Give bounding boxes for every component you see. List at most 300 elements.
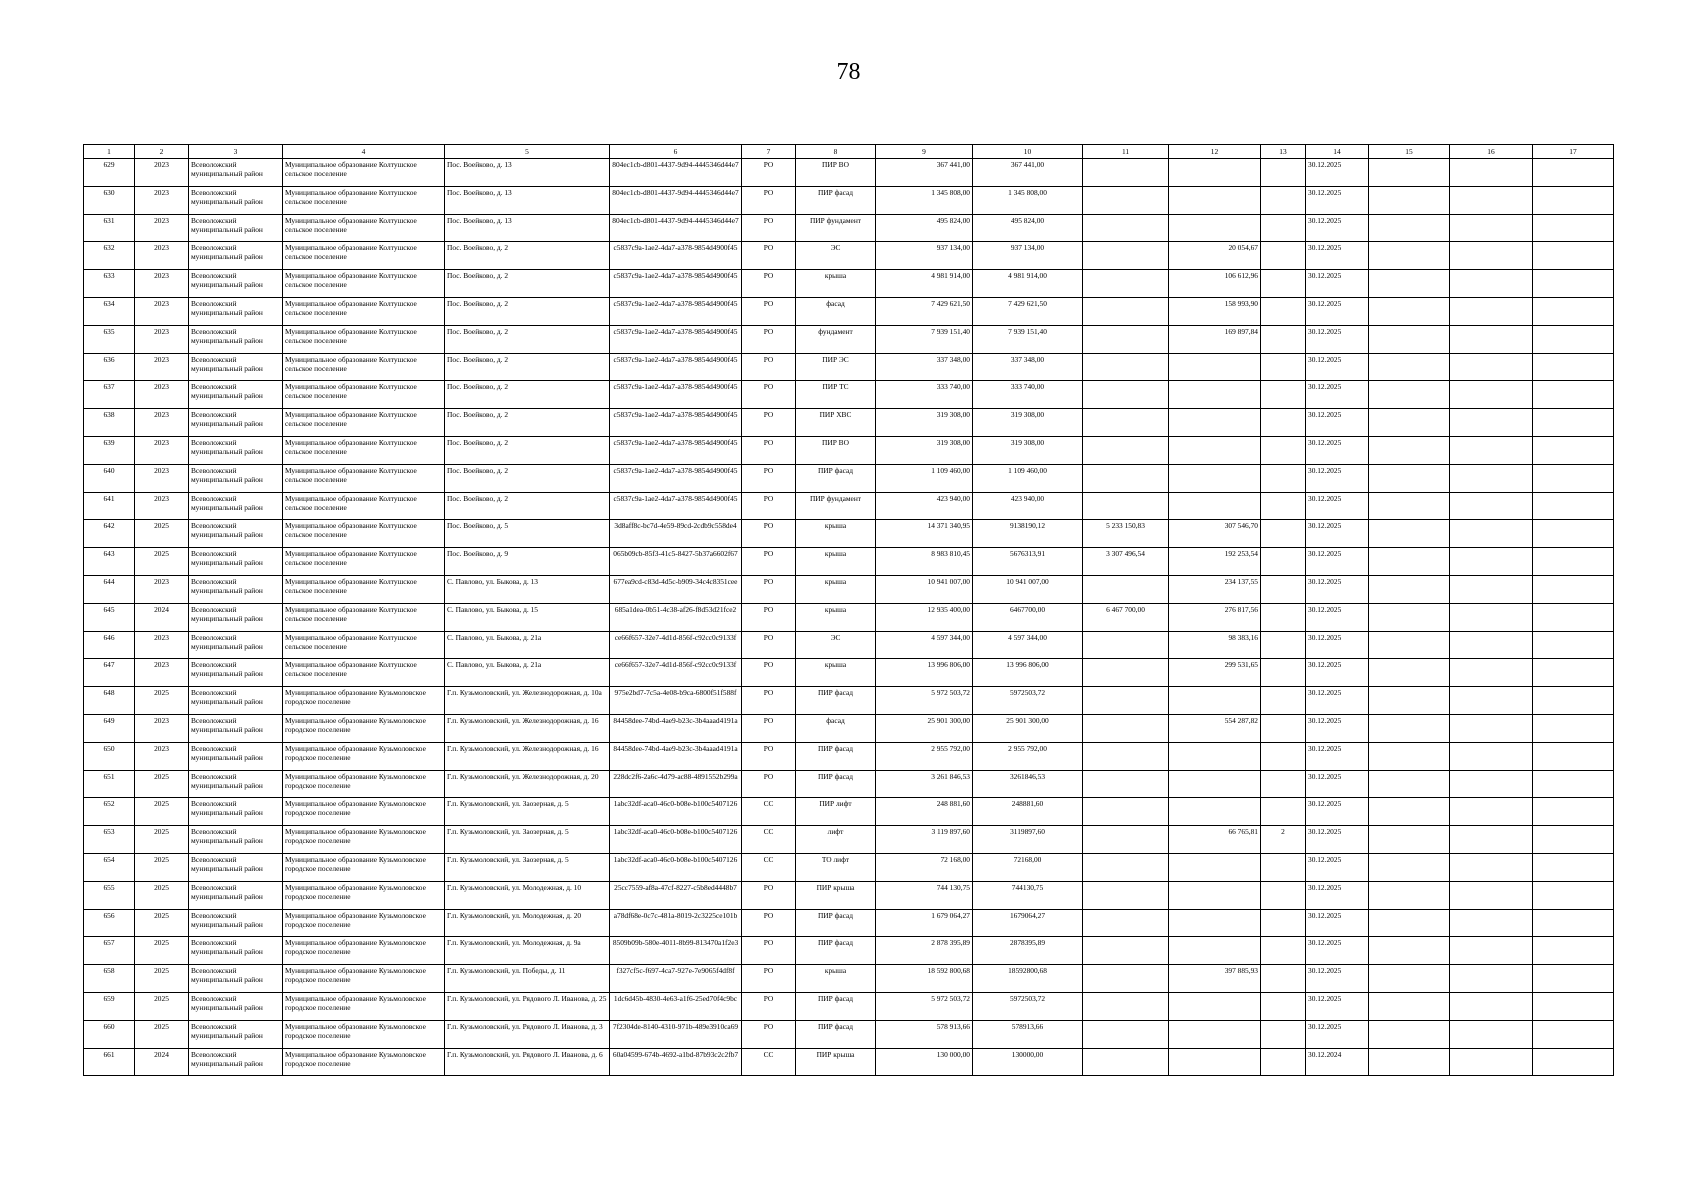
table-cell-col-12: 106 612,96	[1169, 270, 1261, 298]
table-cell-col-7: РО	[742, 659, 796, 687]
table-cell-col-11	[1083, 186, 1169, 214]
column-number-13: 13	[1261, 145, 1306, 159]
table-cell-col-10: 25 901 300,00	[973, 714, 1083, 742]
table-cell-col-1: 643	[84, 548, 135, 576]
table-cell-col-2: 2023	[135, 270, 189, 298]
table-cell-col-15	[1369, 381, 1450, 409]
table-cell-col-3: Всеволожский муниципальный район	[189, 520, 283, 548]
table-cell-col-12	[1169, 881, 1261, 909]
table-cell-col-14: 30.12.2024	[1306, 1048, 1369, 1076]
table-cell-col-15	[1369, 659, 1450, 687]
table-cell-col-10: 423 940,00	[973, 492, 1083, 520]
table-cell-col-14: 30.12.2025	[1306, 937, 1369, 965]
table-cell-col-12	[1169, 186, 1261, 214]
table-cell-col-6: c5837c9a-1ae2-4da7-a378-9854d4900f45	[610, 297, 742, 325]
table-cell-col-3: Всеволожский муниципальный район	[189, 826, 283, 854]
table-cell-col-14: 30.12.2025	[1306, 159, 1369, 187]
table-cell-col-9: 10 941 007,00	[876, 575, 973, 603]
table-cell-col-17	[1533, 631, 1614, 659]
table-cell-col-4: Муниципальное образование Колтушское сельское поселение	[283, 297, 445, 325]
table-cell-col-12: 299 531,65	[1169, 659, 1261, 687]
table-row	[84, 937, 1614, 965]
table-cell-col-8: ПИР крыша	[796, 1048, 876, 1076]
table-cell-col-5: Пос. Воейково, д. 2	[445, 464, 610, 492]
table-cell-col-11	[1083, 714, 1169, 742]
table-cell-col-4: Муниципальное образование Кузьмоловское городское поселение	[283, 742, 445, 770]
table-cell-col-12: 20 054,67	[1169, 242, 1261, 270]
table-cell-col-17	[1533, 214, 1614, 242]
table-cell-col-14: 30.12.2025	[1306, 548, 1369, 576]
table-cell-col-7: РО	[742, 492, 796, 520]
table-cell-col-3: Всеволожский муниципальный район	[189, 464, 283, 492]
table-cell-col-6: 7f2304de-8140-4310-971b-489e3910ca69	[610, 1020, 742, 1048]
table-cell-col-16	[1450, 353, 1533, 381]
table-cell-col-13	[1261, 881, 1306, 909]
table-cell-col-7: РО	[742, 214, 796, 242]
table-cell-col-12: 66 765,81	[1169, 826, 1261, 854]
table-cell-col-9: 4 981 914,00	[876, 270, 973, 298]
table-cell-col-5: Пос. Воейково, д. 2	[445, 492, 610, 520]
table-cell-col-4: Муниципальное образование Кузьмоловское городское поселение	[283, 881, 445, 909]
table-cell-col-11	[1083, 937, 1169, 965]
table-cell-col-10: 4 597 344,00	[973, 631, 1083, 659]
table-cell-col-8: ЭС	[796, 242, 876, 270]
table-cell-col-9: 248 881,60	[876, 798, 973, 826]
table-cell-col-2: 2023	[135, 436, 189, 464]
table-cell-col-8: фасад	[796, 297, 876, 325]
table-cell-col-12	[1169, 992, 1261, 1020]
table-cell-col-17	[1533, 687, 1614, 715]
table-cell-col-12	[1169, 492, 1261, 520]
table-cell-col-4: Муниципальное образование Кузьмоловское городское поселение	[283, 853, 445, 881]
table-row	[84, 464, 1614, 492]
table-cell-col-3: Всеволожский муниципальный район	[189, 492, 283, 520]
table-cell-col-3: Всеволожский муниципальный район	[189, 881, 283, 909]
table-cell-col-11: 3 307 496,54	[1083, 548, 1169, 576]
column-number-15: 15	[1369, 145, 1450, 159]
table-cell-col-14: 30.12.2025	[1306, 603, 1369, 631]
table-cell-col-16	[1450, 436, 1533, 464]
table-cell-col-6: c5837c9a-1ae2-4da7-a378-9854d4900f45	[610, 436, 742, 464]
table-cell-col-13	[1261, 353, 1306, 381]
table-cell-col-5: Г.п. Кузьмоловский, ул. Заозерная, д. 5	[445, 826, 610, 854]
table-cell-col-1: 639	[84, 436, 135, 464]
table-cell-col-8: крыша	[796, 603, 876, 631]
table-cell-col-1: 645	[84, 603, 135, 631]
table-cell-col-15	[1369, 770, 1450, 798]
table-cell-col-15	[1369, 687, 1450, 715]
table-cell-col-16	[1450, 325, 1533, 353]
table-cell-col-8: ЭС	[796, 631, 876, 659]
table-cell-col-16	[1450, 464, 1533, 492]
table-cell-col-11: 5 233 150,83	[1083, 520, 1169, 548]
table-cell-col-14: 30.12.2025	[1306, 853, 1369, 881]
table-row	[84, 1020, 1614, 1048]
table-cell-col-6: 677ea9cd-c83d-4d5c-b909-34c4c8351cee	[610, 575, 742, 603]
column-number-4: 4	[283, 145, 445, 159]
table-cell-col-9: 2 878 395,89	[876, 937, 973, 965]
table-cell-col-5: Пос. Воейково, д. 2	[445, 436, 610, 464]
table-cell-col-2: 2023	[135, 714, 189, 742]
table-cell-col-15	[1369, 853, 1450, 881]
table-cell-col-6: c5837c9a-1ae2-4da7-a378-9854d4900f45	[610, 242, 742, 270]
table-cell-col-6: c5837c9a-1ae2-4da7-a378-9854d4900f45	[610, 381, 742, 409]
table-cell-col-17	[1533, 242, 1614, 270]
table-cell-col-11	[1083, 353, 1169, 381]
table-cell-col-1: 651	[84, 770, 135, 798]
table-cell-col-15	[1369, 409, 1450, 437]
table-cell-col-2: 2025	[135, 826, 189, 854]
table-cell-col-8: ПИР ЭС	[796, 353, 876, 381]
table-cell-col-17	[1533, 270, 1614, 298]
table-cell-col-12	[1169, 214, 1261, 242]
table-cell-col-12: 234 137,55	[1169, 575, 1261, 603]
table-cell-col-7: РО	[742, 881, 796, 909]
table-cell-col-14: 30.12.2025	[1306, 186, 1369, 214]
table-cell-col-16	[1450, 881, 1533, 909]
table-cell-col-6: 60a04599-674b-4692-a1bd-87b93c2c2fb7	[610, 1048, 742, 1076]
table-cell-col-15	[1369, 881, 1450, 909]
table-cell-col-17	[1533, 297, 1614, 325]
table-cell-col-2: 2023	[135, 575, 189, 603]
table-cell-col-12	[1169, 1048, 1261, 1076]
table-cell-col-1: 636	[84, 353, 135, 381]
table-cell-col-6: 804ec1cb-d801-4437-9d94-4445346d44e7	[610, 159, 742, 187]
table-cell-col-10: 2878395,89	[973, 937, 1083, 965]
table-cell-col-17	[1533, 436, 1614, 464]
table-cell-col-1: 657	[84, 937, 135, 965]
table-cell-col-5: Пос. Воейково, д. 2	[445, 270, 610, 298]
table-cell-col-12	[1169, 798, 1261, 826]
table-cell-col-16	[1450, 297, 1533, 325]
table-row	[84, 881, 1614, 909]
table-cell-col-15	[1369, 1048, 1450, 1076]
table-cell-col-6: c5837c9a-1ae2-4da7-a378-9854d4900f45	[610, 464, 742, 492]
table-cell-col-11	[1083, 1020, 1169, 1048]
table-cell-col-10: 495 824,00	[973, 214, 1083, 242]
table-cell-col-16	[1450, 937, 1533, 965]
table-cell-col-14: 30.12.2025	[1306, 575, 1369, 603]
table-cell-col-9: 13 996 806,00	[876, 659, 973, 687]
table-cell-col-3: Всеволожский муниципальный район	[189, 1048, 283, 1076]
table-cell-col-16	[1450, 242, 1533, 270]
table-body	[84, 159, 1614, 1076]
table-cell-col-6: c5837c9a-1ae2-4da7-a378-9854d4900f45	[610, 409, 742, 437]
table-cell-col-12	[1169, 464, 1261, 492]
table-cell-col-5: Г.п. Кузьмоловский, ул. Молодежная, д. 9а	[445, 937, 610, 965]
table-cell-col-16	[1450, 520, 1533, 548]
table-cell-col-2: 2023	[135, 659, 189, 687]
table-cell-col-11	[1083, 270, 1169, 298]
table-cell-col-13	[1261, 909, 1306, 937]
table-cell-col-16	[1450, 853, 1533, 881]
table-cell-col-16	[1450, 798, 1533, 826]
table-cell-col-9: 7 939 151,40	[876, 325, 973, 353]
table-cell-col-9: 367 441,00	[876, 159, 973, 187]
table-cell-col-11	[1083, 297, 1169, 325]
table-cell-col-4: Муниципальное образование Колтушское сельское поселение	[283, 659, 445, 687]
table-cell-col-3: Всеволожский муниципальный район	[189, 937, 283, 965]
table-row	[84, 353, 1614, 381]
table-cell-col-9: 495 824,00	[876, 214, 973, 242]
table-cell-col-13	[1261, 297, 1306, 325]
table-cell-col-10: 3261846,53	[973, 770, 1083, 798]
table-cell-col-13	[1261, 186, 1306, 214]
table-row	[84, 297, 1614, 325]
table-cell-col-10: 130000,00	[973, 1048, 1083, 1076]
table-cell-col-2: 2024	[135, 1048, 189, 1076]
table-cell-col-12: 98 383,16	[1169, 631, 1261, 659]
table-cell-col-17	[1533, 603, 1614, 631]
table-cell-col-3: Всеволожский муниципальный район	[189, 853, 283, 881]
table-cell-col-6: c5837c9a-1ae2-4da7-a378-9854d4900f45	[610, 270, 742, 298]
table-cell-col-10: 7 939 151,40	[973, 325, 1083, 353]
table-cell-col-7: РО	[742, 186, 796, 214]
table-cell-col-8: ПИР лифт	[796, 798, 876, 826]
table-cell-col-11	[1083, 992, 1169, 1020]
table-cell-col-6: 1abc32df-aca0-46c0-b08e-b100c5407126	[610, 798, 742, 826]
table-cell-col-8: ПИР ТС	[796, 381, 876, 409]
table-cell-col-3: Всеволожский муниципальный район	[189, 742, 283, 770]
table-cell-col-3: Всеволожский муниципальный район	[189, 687, 283, 715]
table-cell-col-10: 1679064,27	[973, 909, 1083, 937]
table-cell-col-17	[1533, 798, 1614, 826]
table-cell-col-2: 2023	[135, 159, 189, 187]
column-number-12: 12	[1169, 145, 1261, 159]
table-cell-col-16	[1450, 381, 1533, 409]
table-cell-col-14: 30.12.2025	[1306, 464, 1369, 492]
table-cell-col-9: 333 740,00	[876, 381, 973, 409]
table-cell-col-8: фасад	[796, 714, 876, 742]
table-cell-col-8: ПИР ВО	[796, 436, 876, 464]
table-cell-col-3: Всеволожский муниципальный район	[189, 270, 283, 298]
table-cell-col-4: Муниципальное образование Кузьмоловское городское поселение	[283, 992, 445, 1020]
table-cell-col-7: РО	[742, 464, 796, 492]
table-cell-col-7: СС	[742, 798, 796, 826]
table-cell-col-16	[1450, 714, 1533, 742]
table-cell-col-9: 1 109 460,00	[876, 464, 973, 492]
table-cell-col-15	[1369, 159, 1450, 187]
column-number-10: 10	[973, 145, 1083, 159]
table-cell-col-13	[1261, 492, 1306, 520]
table-cell-col-13	[1261, 992, 1306, 1020]
table-cell-col-4: Муниципальное образование Кузьмоловское городское поселение	[283, 1020, 445, 1048]
table-cell-col-1: 630	[84, 186, 135, 214]
table-cell-col-16	[1450, 770, 1533, 798]
table-cell-col-7: СС	[742, 826, 796, 854]
table-cell-col-14: 30.12.2025	[1306, 826, 1369, 854]
table-cell-col-4: Муниципальное образование Колтушское сельское поселение	[283, 603, 445, 631]
table-cell-col-11	[1083, 742, 1169, 770]
table-cell-col-13	[1261, 409, 1306, 437]
table-cell-col-14: 30.12.2025	[1306, 409, 1369, 437]
table-cell-col-15	[1369, 575, 1450, 603]
column-number-7: 7	[742, 145, 796, 159]
table-cell-col-5: Пос. Воейково, д. 13	[445, 214, 610, 242]
table-cell-col-12: 397 885,93	[1169, 965, 1261, 993]
table-cell-col-16	[1450, 159, 1533, 187]
table-cell-col-1: 631	[84, 214, 135, 242]
table-cell-col-2: 2025	[135, 909, 189, 937]
table-cell-col-6: c5837c9a-1ae2-4da7-a378-9854d4900f45	[610, 325, 742, 353]
table-cell-col-10: 248881,60	[973, 798, 1083, 826]
table-cell-col-15	[1369, 270, 1450, 298]
table-cell-col-10: 333 740,00	[973, 381, 1083, 409]
table-cell-col-1: 641	[84, 492, 135, 520]
table-cell-col-5: Пос. Воейково, д. 2	[445, 242, 610, 270]
table-cell-col-7: РО	[742, 520, 796, 548]
table-cell-col-14: 30.12.2025	[1306, 381, 1369, 409]
table-cell-col-13	[1261, 714, 1306, 742]
table-cell-col-17	[1533, 548, 1614, 576]
table-cell-col-11	[1083, 242, 1169, 270]
table-cell-col-1: 634	[84, 297, 135, 325]
table-cell-col-17	[1533, 492, 1614, 520]
table-cell-col-5: Пос. Воейково, д. 2	[445, 353, 610, 381]
table-cell-col-7: РО	[742, 575, 796, 603]
table-cell-col-2: 2025	[135, 992, 189, 1020]
table-cell-col-9: 5 972 503,72	[876, 687, 973, 715]
table-cell-col-15	[1369, 548, 1450, 576]
table-cell-col-3: Всеволожский муниципальный район	[189, 631, 283, 659]
table-cell-col-3: Всеволожский муниципальный район	[189, 965, 283, 993]
table-cell-col-2: 2023	[135, 242, 189, 270]
table-cell-col-1: 633	[84, 270, 135, 298]
table-cell-col-10: 6467700,00	[973, 603, 1083, 631]
table-cell-col-7: РО	[742, 909, 796, 937]
table-cell-col-12: 307 546,70	[1169, 520, 1261, 548]
table-cell-col-10: 1 109 460,00	[973, 464, 1083, 492]
register-table	[83, 144, 1614, 1076]
table-cell-col-12: 276 817,56	[1169, 603, 1261, 631]
table-cell-col-17	[1533, 1020, 1614, 1048]
table-cell-col-4: Муниципальное образование Колтушское сельское поселение	[283, 214, 445, 242]
table-cell-col-15	[1369, 631, 1450, 659]
table-cell-col-5: Пос. Воейково, д. 13	[445, 186, 610, 214]
table-row	[84, 798, 1614, 826]
table-cell-col-13	[1261, 270, 1306, 298]
table-cell-col-6: 1abc32df-aca0-46c0-b08e-b100c5407126	[610, 826, 742, 854]
column-number-8: 8	[796, 145, 876, 159]
table-cell-col-13	[1261, 575, 1306, 603]
table-cell-col-3: Всеволожский муниципальный район	[189, 381, 283, 409]
table-row	[84, 603, 1614, 631]
table-cell-col-5: Г.п. Кузьмоловский, ул. Рядового Л. Иванова, д. 3	[445, 1020, 610, 1048]
table-cell-col-12	[1169, 381, 1261, 409]
table-cell-col-3: Всеволожский муниципальный район	[189, 603, 283, 631]
table-cell-col-1: 649	[84, 714, 135, 742]
table-cell-col-6: 1abc32df-aca0-46c0-b08e-b100c5407126	[610, 853, 742, 881]
column-number-row	[84, 145, 1614, 159]
table-cell-col-11	[1083, 1048, 1169, 1076]
table-cell-col-14: 30.12.2025	[1306, 353, 1369, 381]
table-cell-col-17	[1533, 575, 1614, 603]
table-cell-col-2: 2025	[135, 881, 189, 909]
table-cell-col-10: 319 308,00	[973, 409, 1083, 437]
table-cell-col-12	[1169, 353, 1261, 381]
table-cell-col-1: 659	[84, 992, 135, 1020]
table-cell-col-17	[1533, 464, 1614, 492]
table-cell-col-4: Муниципальное образование Колтушское сельское поселение	[283, 270, 445, 298]
table-cell-col-13	[1261, 742, 1306, 770]
table-cell-col-16	[1450, 1048, 1533, 1076]
table-cell-col-13	[1261, 548, 1306, 576]
page-number: 78	[836, 59, 861, 85]
table-cell-col-11	[1083, 631, 1169, 659]
table-row	[84, 687, 1614, 715]
table-cell-col-8: ПИР фасад	[796, 937, 876, 965]
table-cell-col-13	[1261, 853, 1306, 881]
table-cell-col-15	[1369, 325, 1450, 353]
table-cell-col-12: 169 897,84	[1169, 325, 1261, 353]
table-cell-col-9: 3 261 846,53	[876, 770, 973, 798]
table-cell-col-9: 744 130,75	[876, 881, 973, 909]
table-cell-col-12: 192 253,54	[1169, 548, 1261, 576]
table-cell-col-4: Муниципальное образование Колтушское сельское поселение	[283, 381, 445, 409]
table-row	[84, 742, 1614, 770]
table-cell-col-4: Муниципальное образование Кузьмоловское городское поселение	[283, 909, 445, 937]
table-cell-col-7: РО	[742, 353, 796, 381]
table-cell-col-10: 744130,75	[973, 881, 1083, 909]
table-cell-col-7: РО	[742, 270, 796, 298]
table-cell-col-9: 4 597 344,00	[876, 631, 973, 659]
table-cell-col-5: Пос. Воейково, д. 2	[445, 325, 610, 353]
table-cell-col-6: 065b09cb-85f3-41c5-8427-5b37a6602f67	[610, 548, 742, 576]
table-cell-col-10: 367 441,00	[973, 159, 1083, 187]
table-cell-col-14: 30.12.2025	[1306, 687, 1369, 715]
table-cell-col-11	[1083, 909, 1169, 937]
table-cell-col-4: Муниципальное образование Кузьмоловское городское поселение	[283, 770, 445, 798]
table-cell-col-2: 2023	[135, 381, 189, 409]
table-cell-col-8: ПИР ВО	[796, 159, 876, 187]
table-cell-col-2: 2024	[135, 603, 189, 631]
table-cell-col-1: 658	[84, 965, 135, 993]
table-row	[84, 242, 1614, 270]
table-cell-col-8: ПИР фасад	[796, 186, 876, 214]
table-cell-col-15	[1369, 798, 1450, 826]
table-cell-col-3: Всеволожский муниципальный район	[189, 409, 283, 437]
table-cell-col-15	[1369, 937, 1450, 965]
table-cell-col-10: 13 996 806,00	[973, 659, 1083, 687]
table-cell-col-5: Г.п. Кузьмоловский, ул. Рядового Л. Иванова, д. 25	[445, 992, 610, 1020]
table-cell-col-11	[1083, 325, 1169, 353]
table-cell-col-5: Г.п. Кузьмоловский, ул. Железнодорожная, д. 16	[445, 742, 610, 770]
table-cell-col-4: Муниципальное образование Колтушское сельское поселение	[283, 186, 445, 214]
table-cell-col-9: 3 119 897,60	[876, 826, 973, 854]
table-cell-col-11	[1083, 409, 1169, 437]
table-cell-col-7: РО	[742, 409, 796, 437]
table-cell-col-17	[1533, 770, 1614, 798]
table-cell-col-14: 30.12.2025	[1306, 325, 1369, 353]
table-cell-col-11	[1083, 464, 1169, 492]
table-cell-col-14: 30.12.2025	[1306, 742, 1369, 770]
table-cell-col-6: ce66f657-32e7-4d1d-856f-c92cc0c9133f	[610, 659, 742, 687]
table-cell-col-1: 647	[84, 659, 135, 687]
table-cell-col-16	[1450, 631, 1533, 659]
table-row	[84, 548, 1614, 576]
table-cell-col-4: Муниципальное образование Колтушское сельское поселение	[283, 242, 445, 270]
table-cell-col-13	[1261, 937, 1306, 965]
table-cell-col-9: 72 168,00	[876, 853, 973, 881]
table-cell-col-9: 2 955 792,00	[876, 742, 973, 770]
table-cell-col-6: 3d8aff8c-bc7d-4e59-89cd-2cdb9c558de4	[610, 520, 742, 548]
table-cell-col-7: РО	[742, 159, 796, 187]
table-cell-col-4: Муниципальное образование Колтушское сельское поселение	[283, 353, 445, 381]
column-number-6: 6	[610, 145, 742, 159]
table-cell-col-2: 2023	[135, 353, 189, 381]
table-row	[84, 770, 1614, 798]
table-cell-col-4: Муниципальное образование Кузьмоловское городское поселение	[283, 798, 445, 826]
